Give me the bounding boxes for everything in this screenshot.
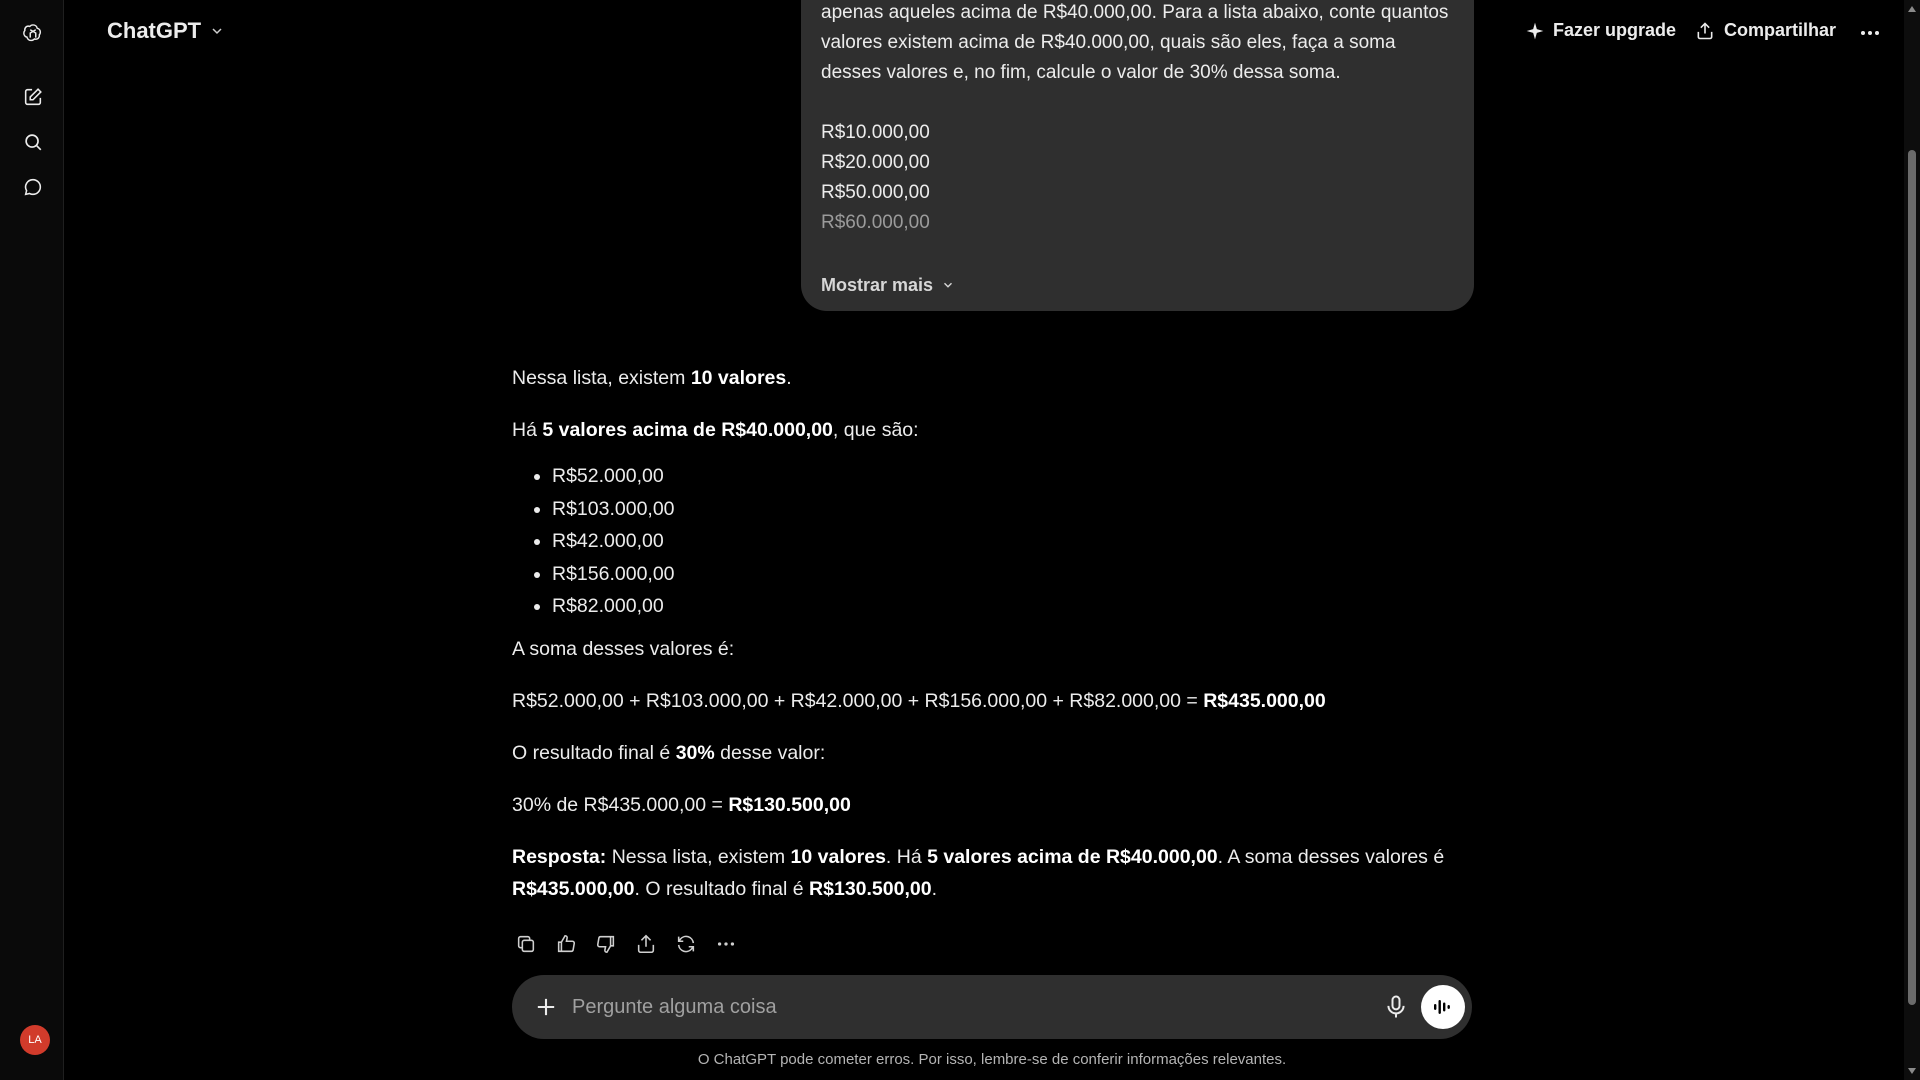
- user-value-item: R$60.000,00: [821, 212, 930, 233]
- answer-paragraph: Nessa lista, existem 10 valores.: [512, 367, 792, 389]
- chats-icon[interactable]: [16, 170, 50, 204]
- answer-paragraph: O resultado final é 30% desse valor:: [512, 741, 826, 764]
- model-selector[interactable]: [107, 18, 225, 44]
- avatar[interactable]: LA: [20, 1025, 50, 1055]
- scroll-up-icon[interactable]: [1907, 4, 1917, 14]
- chevron-down-icon: [941, 278, 955, 292]
- plus-icon[interactable]: [532, 993, 560, 1021]
- user-value-item: R$20.000,00: [821, 152, 930, 173]
- thumbs-down-icon[interactable]: [592, 930, 620, 958]
- chevron-down-icon: [209, 23, 225, 39]
- assistant-message: [512, 362, 1472, 925]
- regenerate-icon[interactable]: [672, 930, 700, 958]
- answer-paragraph: A soma desses valores é:: [512, 637, 735, 660]
- user-message-text: apenas aqueles acima de R$40.000,00. Para a lista abaixo, conte quantos valores existem acima de R$40.000,00, quais são eles, faça a soma desses valores e, no fim, calcule o valor de 30% dessa soma.: [821, 2, 1449, 83]
- sparkle-icon: [1525, 21, 1545, 41]
- share-icon[interactable]: [632, 930, 660, 958]
- show-more-label: Mostrar mais: [821, 275, 934, 295]
- show-more-button[interactable]: [821, 270, 955, 300]
- search-icon[interactable]: [16, 125, 50, 159]
- list-item: • R$82.000,00: [552, 590, 1472, 623]
- top-bar: [65, 0, 1905, 66]
- voice-mode-button[interactable]: [1421, 985, 1465, 1029]
- new-chat-icon[interactable]: [16, 80, 50, 114]
- model-name: ChatGPT: [107, 18, 202, 43]
- composer: [512, 975, 1472, 1039]
- answer-paragraph: R$52.000,00 + R$103.000,00 + R$42.000,00 + R$156.000,00 + R$82.000,00 = R$435.000,00: [512, 689, 1326, 712]
- main-content: [65, 0, 1905, 1080]
- microphone-icon[interactable]: [1382, 993, 1410, 1021]
- list-item: • R$52.000,00: [552, 460, 1472, 493]
- values-list: [512, 460, 1472, 623]
- list-item: • R$42.000,00: [552, 525, 1472, 558]
- share-button[interactable]: [1695, 20, 1836, 41]
- answer-paragraph: Há 5 valores acima de R$40.000,00, que são:: [512, 419, 919, 441]
- upgrade-label: Fazer upgrade: [1553, 20, 1677, 40]
- more-options-icon[interactable]: [1855, 18, 1885, 48]
- share-label: Compartilhar: [1724, 20, 1837, 40]
- more-options-icon[interactable]: [712, 930, 740, 958]
- answer-paragraph: 30% de R$435.000,00 = R$130.500,00: [512, 793, 851, 816]
- disclaimer: O ChatGPT pode cometer erros. Por isso, lembre-se de conferir informações relevantes.: [697, 1051, 1287, 1068]
- copy-icon[interactable]: [512, 930, 540, 958]
- scrollbar[interactable]: [1904, 0, 1920, 1080]
- message-actions: [512, 930, 740, 958]
- list-item: • R$156.000,00: [552, 558, 1472, 591]
- user-value-item: R$50.000,00: [821, 182, 930, 203]
- upgrade-button[interactable]: [1525, 20, 1676, 41]
- share-icon: [1695, 21, 1715, 41]
- scroll-down-icon[interactable]: [1907, 1066, 1917, 1076]
- sidebar: [0, 0, 64, 1080]
- final-answer: Resposta: Nessa lista, existem 10 valores. Há 5 valores acima de R$40.000,00. A soma desses valores é R$435.000,00. O resultado final é R$130.500,00.: [512, 845, 1445, 900]
- waveform-icon: [1431, 995, 1455, 1019]
- openai-logo-icon[interactable]: [16, 16, 50, 50]
- list-item: • R$103.000,00: [552, 493, 1472, 526]
- prompt-input[interactable]: [572, 985, 1352, 1029]
- user-value-item: R$10.000,00: [821, 122, 930, 143]
- scroll-thumb[interactable]: [1908, 150, 1916, 1005]
- thumbs-up-icon[interactable]: [552, 930, 580, 958]
